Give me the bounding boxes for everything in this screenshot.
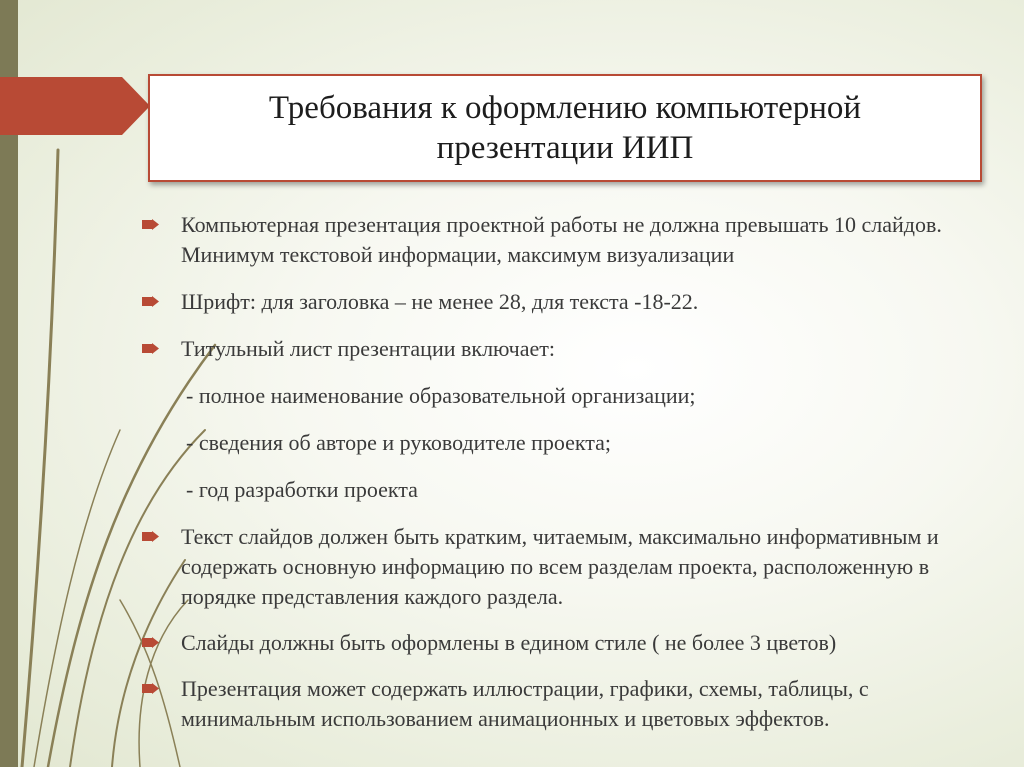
bullet-item	[142, 334, 992, 364]
bullet-list	[142, 210, 992, 750]
bullet-text: Текст слайдов должен быть кратким, читаемым, максимально информативным и содержать основную информацию по всем разделам проекта, расположенную в порядке представления каждого раздела.	[181, 524, 939, 609]
slide-title: Требования к оформлению компьютерной презентации ИИП	[268, 90, 862, 166]
sub-item: - полное наименование образовательной организации;	[186, 383, 696, 408]
bullet-text: Презентация может содержать иллюстрации, графики, схемы, таблицы, с минимальным использованием анимационных и цветовых эффектов.	[181, 676, 869, 731]
bullet-item	[142, 628, 992, 658]
arrow-bullet-icon	[142, 296, 162, 307]
bullet-text: Слайды должны быть оформлены в едином стиле ( не более 3 цветов)	[181, 630, 837, 655]
bullet-text: Титульный лист презентации включает:	[181, 336, 555, 361]
bullet-item	[142, 522, 992, 612]
arrow-bullet-icon	[142, 343, 162, 354]
red-arrow-banner	[0, 77, 150, 135]
bullet-text: Компьютерная презентация проектной работы не должна превышать 10 слайдов. Минимум текстовой информации, максимум визуализации	[181, 212, 942, 267]
title-box	[148, 74, 982, 182]
bullet-item	[142, 210, 992, 270]
arrow-bullet-icon	[142, 637, 162, 648]
sub-item: - год разработки проекта	[186, 477, 418, 502]
arrow-bullet-icon	[142, 683, 162, 694]
bullet-item	[142, 674, 992, 734]
sub-item: - сведения об авторе и руководителе проекта;	[186, 430, 612, 455]
bullet-item	[142, 287, 992, 317]
arrow-bullet-icon	[142, 219, 162, 230]
arrow-bullet-icon	[142, 531, 162, 542]
bullet-text: Шрифт: для заголовка – не менее 28, для текста -18-22.	[181, 289, 699, 314]
